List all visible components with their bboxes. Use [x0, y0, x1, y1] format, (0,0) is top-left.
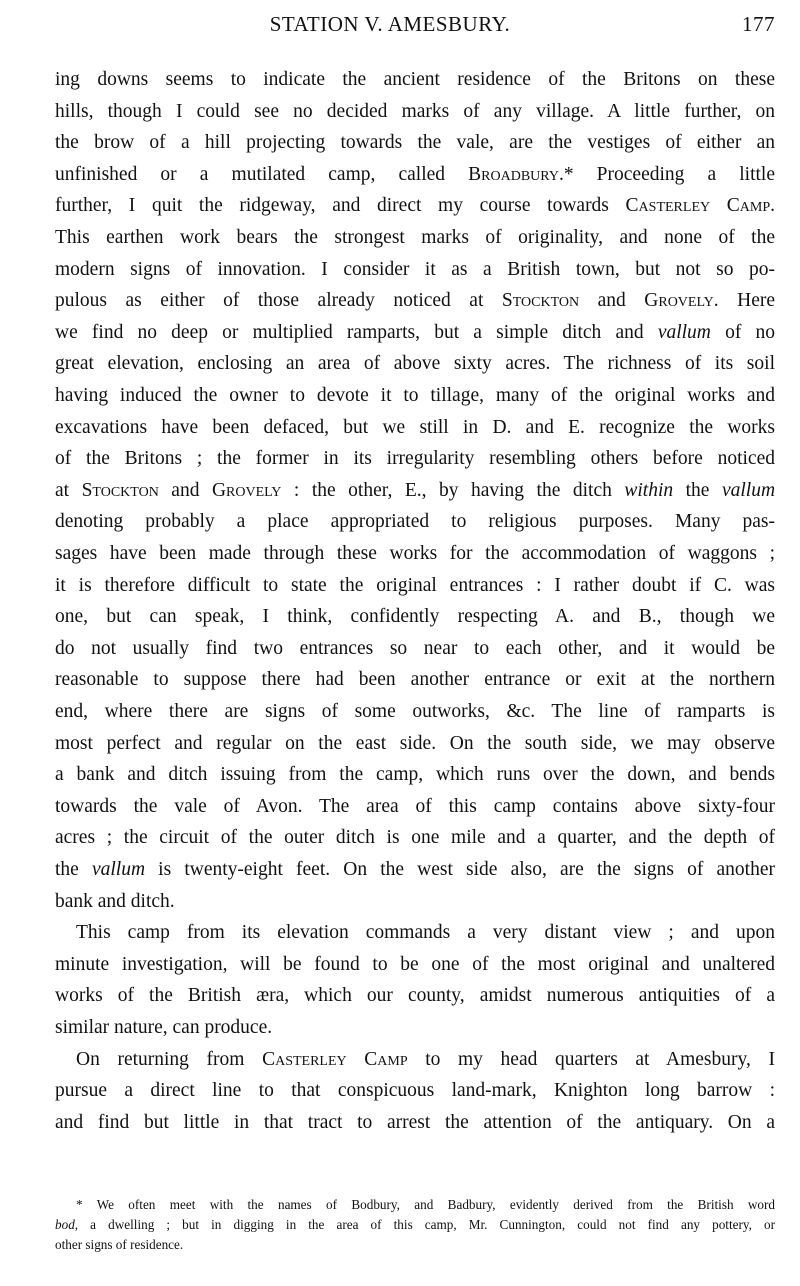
text-segment: of no	[710, 322, 775, 343]
italic-term: within	[624, 480, 674, 501]
text-line	[55, 67, 775, 93]
text-line	[76, 920, 775, 946]
italic-term: vallum	[721, 480, 776, 501]
small-caps-name: Casterley Camp.	[625, 195, 775, 216]
text-segment: great elevation, enclosing an area of above sixty acres. The richness of its soil	[55, 353, 775, 374]
text-segment: and	[158, 480, 212, 501]
text-segment: and	[579, 290, 645, 311]
text-segment: at	[55, 480, 82, 501]
text-segment: similar nature, can produce.	[55, 1017, 273, 1038]
text-segment: hills, though I could see no decided marks of any village. A little further, on	[55, 101, 775, 122]
text-segment: excavations have been defaced, but we still in D. and E. recognize the works	[55, 417, 775, 438]
text-segment: a bank and ditch issuing from the camp, which runs over the down, and bends	[55, 764, 775, 785]
text-segment: it is therefore difficult to state the original entrances : I rather doubt if C. was	[55, 575, 775, 596]
text-segment: , a dwelling ; but in digging in the area of this camp, Mr. Cunnington, could not find any pottery, or	[74, 1217, 775, 1232]
text-line	[55, 541, 775, 567]
text-segment: of the Britons ; the former in its irregularity resembling others before noticed	[55, 448, 775, 469]
text-segment: works of the British æra, which our county, amidst numerous antiquities of a	[55, 985, 775, 1006]
text-segment: This earthen work bears the strongest marks of originality, and none of the	[55, 227, 775, 248]
text-line	[55, 825, 775, 851]
text-line	[55, 1110, 775, 1136]
text-segment: further, I quit the ridgeway, and direct my course towards	[55, 195, 626, 216]
text-line	[55, 351, 775, 377]
text-segment: the brow of a hill projecting towards the vale, are the vestiges of either an	[55, 132, 775, 153]
text-line	[55, 225, 775, 251]
text-segment: * We often meet with the names of Bodbury, and Badbury, evidently derived from the British word	[76, 1197, 775, 1212]
text-segment: towards the vale of Avon. The area of this camp contains above sixty-four	[55, 796, 775, 817]
text-segment: the	[673, 480, 722, 501]
text-line	[55, 952, 775, 978]
text-line	[55, 99, 775, 125]
text-line	[55, 415, 775, 441]
text-line	[76, 1047, 775, 1073]
text-segment: the	[55, 859, 92, 880]
text-line	[55, 794, 775, 820]
text-line	[55, 509, 775, 535]
text-segment: is twenty-eight feet. On the west side also, are the signs of another	[145, 859, 775, 880]
text-line	[55, 383, 775, 409]
text-line	[55, 983, 775, 1009]
text-segment: denoting probably a place appropriated to religious purposes. Many pas-	[55, 511, 775, 532]
text-line	[55, 667, 775, 693]
text-segment: pulous as either of those already noticed at	[55, 290, 502, 311]
text-segment: On returning from	[76, 1049, 263, 1070]
text-segment: : the other, E., by having the ditch	[281, 480, 625, 501]
text-segment: we find no deep or multiplied ramparts, but a simple ditch and	[55, 322, 658, 343]
text-segment: to my head quarters at Amesbury, I	[407, 1049, 775, 1070]
running-title: STATION V. AMESBURY.	[269, 12, 511, 36]
page-number: 177	[742, 12, 775, 36]
text-line	[76, 1196, 775, 1214]
text-segment: sages have been made through these works for the accommodation of waggons ;	[55, 543, 775, 564]
text-line	[55, 1078, 775, 1104]
small-caps-name: Broadbury.	[468, 164, 564, 185]
text-segment: end, where there are signs of some outworks, &c. The line of ramparts is	[55, 701, 775, 722]
text-line	[55, 889, 775, 915]
italic-term: bod	[55, 1217, 75, 1232]
text-segment: modern signs of innovation. I consider it as a British town, but not so po-	[55, 259, 775, 280]
text-line	[55, 162, 775, 188]
text-segment: one, but can speak, I think, confidently respecting A. and B., though we	[55, 606, 775, 627]
text-segment: do not usually find two entrances so near to each other, and it would be	[55, 638, 775, 659]
text-line	[55, 130, 775, 156]
text-line	[55, 731, 775, 757]
text-segment: and find but little in that tract to arrest the attention of the antiquary. On a	[55, 1112, 775, 1133]
text-line	[55, 1236, 775, 1254]
small-caps-name: Grovely	[211, 480, 282, 501]
italic-term: vallum	[91, 859, 146, 880]
text-segment: Here	[718, 290, 776, 311]
text-line	[55, 636, 775, 662]
text-line	[55, 257, 775, 283]
text-line	[55, 288, 775, 314]
text-segment: most perfect and regular on the east side. On the south side, we may observe	[55, 733, 775, 754]
text-line	[55, 762, 775, 788]
text-line	[55, 320, 775, 346]
text-segment: pursue a direct line to that conspicuous land-mark, Knighton long barrow :	[55, 1080, 775, 1101]
small-caps-name: Stockton	[501, 290, 580, 311]
small-caps-name: Casterley Camp	[262, 1049, 408, 1070]
text-line	[55, 1216, 775, 1234]
text-segment: unfinished or a mutilated camp, called	[55, 164, 469, 185]
text-line	[55, 604, 775, 630]
text-segment: having induced the owner to devote it to tillage, many of the original works and	[55, 385, 775, 406]
small-caps-name: Grovely.	[644, 290, 719, 311]
text-segment: other signs of residence.	[55, 1237, 184, 1252]
italic-term: vallum	[657, 322, 711, 343]
text-line	[55, 699, 775, 725]
text-line	[55, 446, 775, 472]
text-segment: * Proceeding a little	[563, 164, 776, 185]
text-line	[55, 1015, 775, 1041]
text-line	[55, 478, 775, 504]
small-caps-name: Stockton	[81, 480, 159, 501]
text-line	[55, 193, 775, 219]
text-segment: minute investigation, will be found to be one of the most original and unaltered	[55, 954, 775, 975]
text-segment: bank and ditch.	[55, 891, 175, 912]
text-segment: acres ; the circuit of the outer ditch is one mile and a quarter, and the depth of	[55, 827, 775, 848]
text-line	[55, 573, 775, 599]
text-segment: reasonable to suppose there had been another entrance or exit at the northern	[55, 669, 775, 690]
text-line	[55, 857, 775, 883]
text-segment: ing downs seems to indicate the ancient residence of the Britons on these	[55, 69, 775, 90]
text-segment: This camp from its elevation commands a very distant view ; and upon	[76, 922, 775, 943]
